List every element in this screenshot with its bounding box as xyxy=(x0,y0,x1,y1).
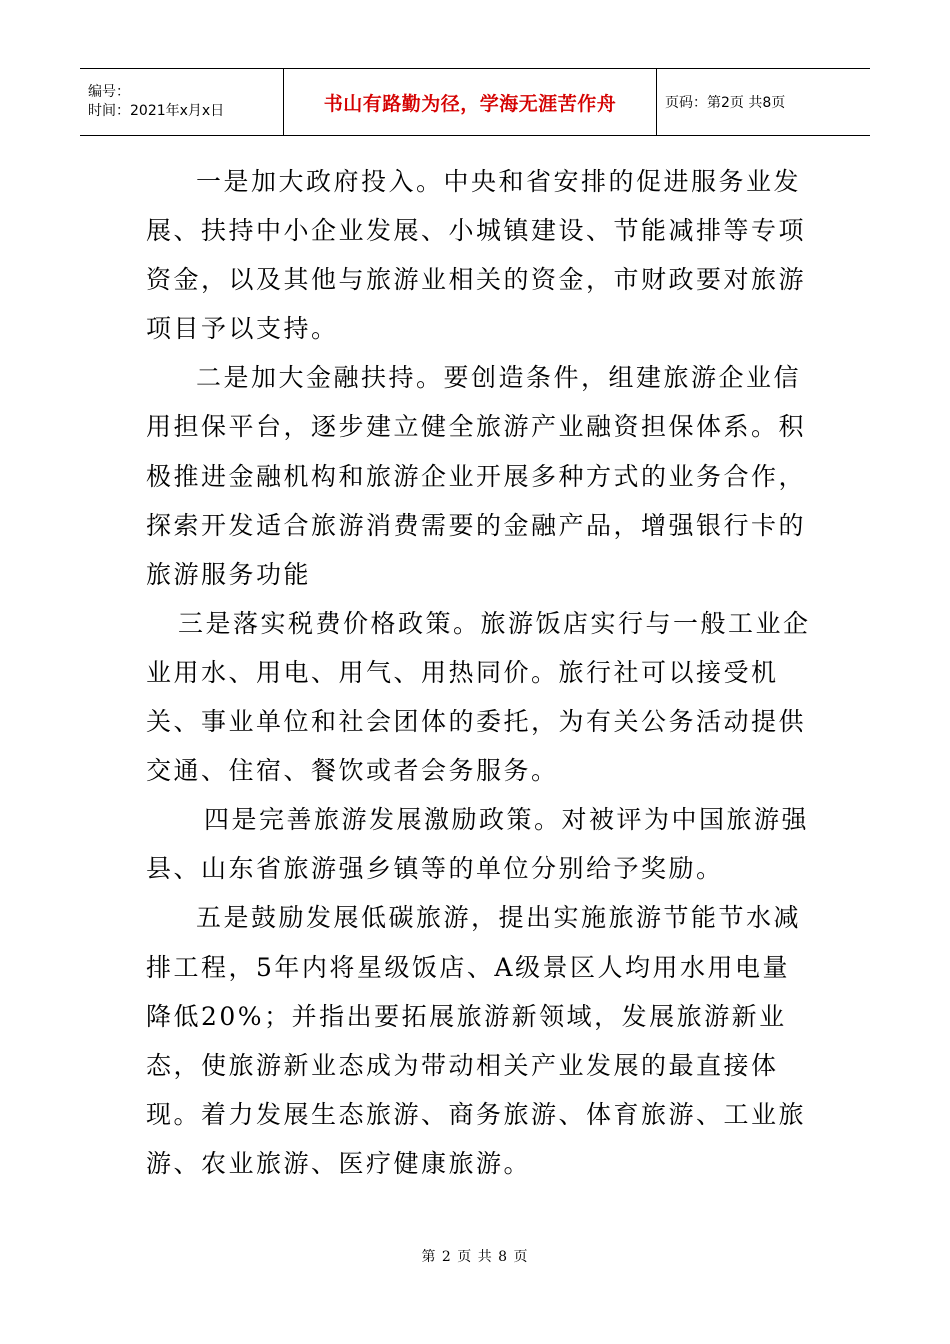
document-body xyxy=(146,157,811,1188)
number-label: 编号： xyxy=(88,84,130,100)
paragraph-2 xyxy=(146,353,811,598)
page-info-text: 页码：第2页 共8页 xyxy=(665,95,786,111)
paragraph-4-text: 四是完善旅游发展激励政策。对被评为中国旅游强县、山东省旅游强乡镇等的单位分别给予奖励。 xyxy=(146,805,810,884)
date-label: 时间：2021年x月x日 xyxy=(88,103,225,119)
header-page-info xyxy=(657,69,870,135)
header-meta xyxy=(80,69,283,135)
paragraph-3 xyxy=(146,599,811,795)
paragraph-3-text: 三是落实税费价格政策。旅游饭店实行与一般工业企业用水、用电、用气、用热同价。旅行社可以接受机关、事业单位和社会团体的委托，为有关公务活动提供交通、住宿、餐饮或者会务服务。 xyxy=(146,608,811,786)
page-footer xyxy=(0,1246,950,1266)
paragraph-4 xyxy=(146,795,811,893)
paragraph-2-text: 二是加大金融扶持。要创造条件，组建旅游企业信用担保平台，逐步建立健全旅游产业融资担保体系。积极推进金融机构和旅游企业开展多种方式的业务合作，探索开发适合旅游消费需要的金融产品，增强银行卡的旅游服务功能 xyxy=(146,363,807,589)
paragraph-1-text: 一是加大政府投入。中央和省安排的促进服务业发展、扶持中小企业发展、小城镇建设、节能减排等专项资金，以及其他与旅游业相关的资金，市财政要对旅游项目予以支持。 xyxy=(146,167,807,344)
paragraph-5 xyxy=(146,893,811,1188)
header-motto xyxy=(283,69,657,135)
paragraph-5-text: 五是鼓励发展低碳旅游，提出实施旅游节能节水减排工程，5年内将星级饭店、A级景区人均用水用电量降低20%；并指出要拓展旅游新领域，发展旅游新业态，使旅游新业态成为带动相关产业发展的最直接体现。着力发展生态旅游、商务旅游、体育旅游、工业旅游、农业旅游、医疗健康旅游。 xyxy=(146,903,807,1178)
paragraph-1 xyxy=(146,157,811,353)
document-header xyxy=(80,68,870,136)
footer-page-number: 第 2 页 共 8 页 xyxy=(421,1249,529,1265)
motto-text: 书山有路勤为径，学海无涯苦作舟 xyxy=(323,92,617,115)
